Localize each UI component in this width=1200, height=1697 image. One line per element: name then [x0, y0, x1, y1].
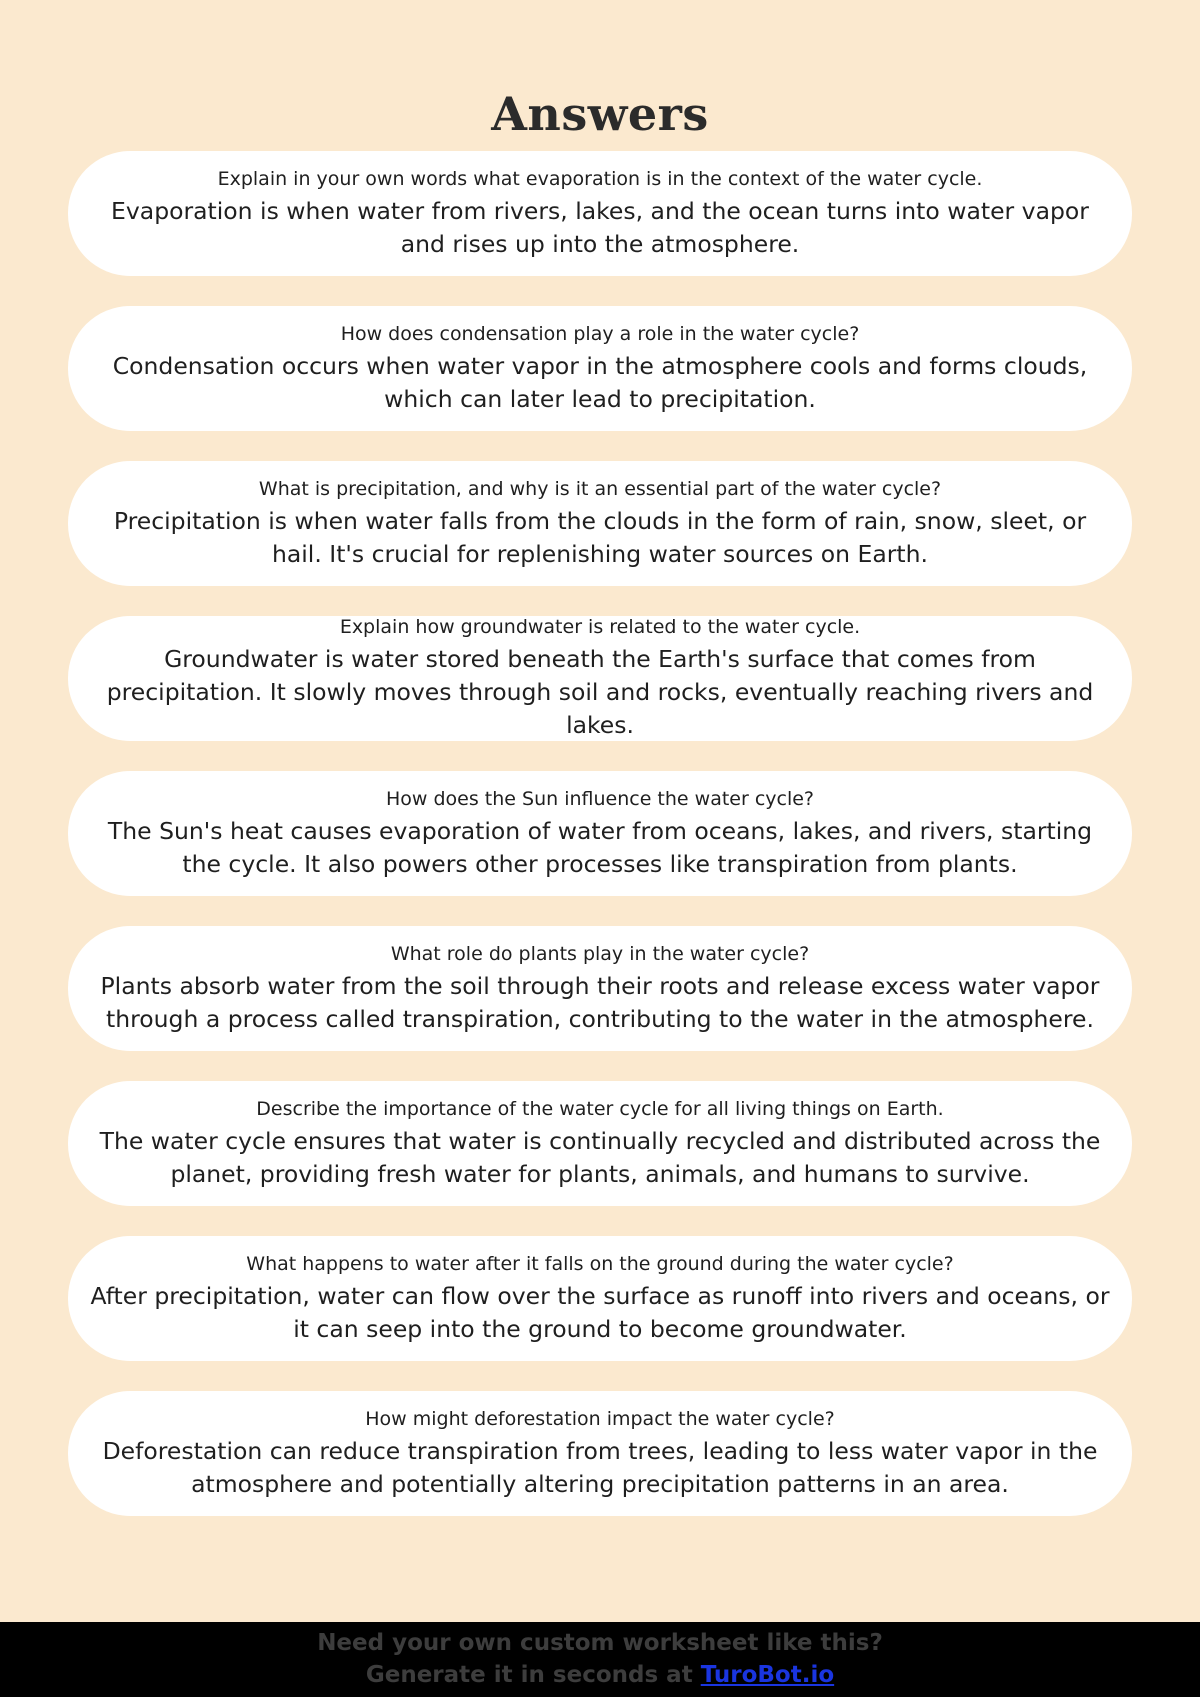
- turobot-link[interactable]: TuroBot.io: [700, 1662, 835, 1688]
- footer-line-2-prefix: Generate it in seconds at: [365, 1662, 701, 1688]
- answer-text: Evaporation is when water from rivers, lakes, and the ocean turns into water vapor and rises up into the atmosphere.: [111, 196, 1089, 258]
- answer-text: The water cycle ensures that water is continually recycled and distributed across the planet, providing fresh water for plants, animals, and humans to survive.: [99, 1126, 1101, 1188]
- question-text: What happens to water after it falls on the ground during the water cycle?: [246, 1252, 954, 1275]
- question-text: Explain how groundwater is related to the water cycle.: [339, 616, 861, 638]
- answer-text: Precipitation is when water falls from the clouds in the form of rain, snow, sleet, or hail. It's crucial for replenishing water sources on Earth.: [113, 506, 1087, 568]
- answer-card: [68, 306, 1132, 431]
- answers-list: [68, 151, 1132, 1546]
- answer-text: The Sun's heat causes evaporation of water from oceans, lakes, and rivers, starting the cycle. It also powers other processes like transpiration from plants.: [107, 816, 1093, 878]
- answer-card: [68, 1236, 1132, 1361]
- question-text: How does condensation play a role in the water cycle?: [340, 322, 860, 345]
- answer-card: [68, 1391, 1132, 1516]
- question-text: What is precipitation, and why is it an essential part of the water cycle?: [258, 477, 942, 500]
- answer-text: After precipitation, water can flow over the surface as runoff into rivers and oceans, or it can seep into the ground to become groundwater.: [90, 1281, 1110, 1343]
- answer-card: [68, 926, 1132, 1051]
- footer-line-1: Need your own custom worksheet like this?: [317, 1630, 883, 1656]
- footer-line-2: [0, 1659, 1200, 1691]
- question-text: Describe the importance of the water cycle for all living things on Earth.: [256, 1097, 944, 1120]
- question-text: What role do plants play in the water cycle?: [390, 942, 810, 965]
- answer-card: [68, 1081, 1132, 1206]
- question-text: How does the Sun influence the water cycle?: [385, 787, 815, 810]
- answer-text: Condensation occurs when water vapor in the atmosphere cools and forms clouds, which can later lead to precipitation.: [112, 351, 1088, 413]
- answer-card: [68, 461, 1132, 586]
- answer-card: [68, 616, 1132, 741]
- answer-text: Plants absorb water from the soil through their roots and release excess water vapor through a process called transpiration, contributing to the water in the atmosphere.: [100, 971, 1100, 1033]
- page-title: Answers: [491, 86, 709, 141]
- answer-card: [68, 151, 1132, 276]
- answer-text: Groundwater is water stored beneath the Earth's surface that comes from precipitation. It slowly moves through soil and rocks, eventually reaching rivers and lakes.: [106, 645, 1094, 739]
- answer-text: Deforestation can reduce transpiration from trees, leading to less water vapor in the atmosphere and potentially altering precipitation patterns in an area.: [102, 1436, 1098, 1498]
- question-text: Explain in your own words what evaporation is in the context of the water cycle.: [217, 167, 983, 190]
- question-text: How might deforestation impact the water cycle?: [365, 1407, 835, 1430]
- answer-card: [68, 771, 1132, 896]
- promo-footer: [0, 1622, 1200, 1697]
